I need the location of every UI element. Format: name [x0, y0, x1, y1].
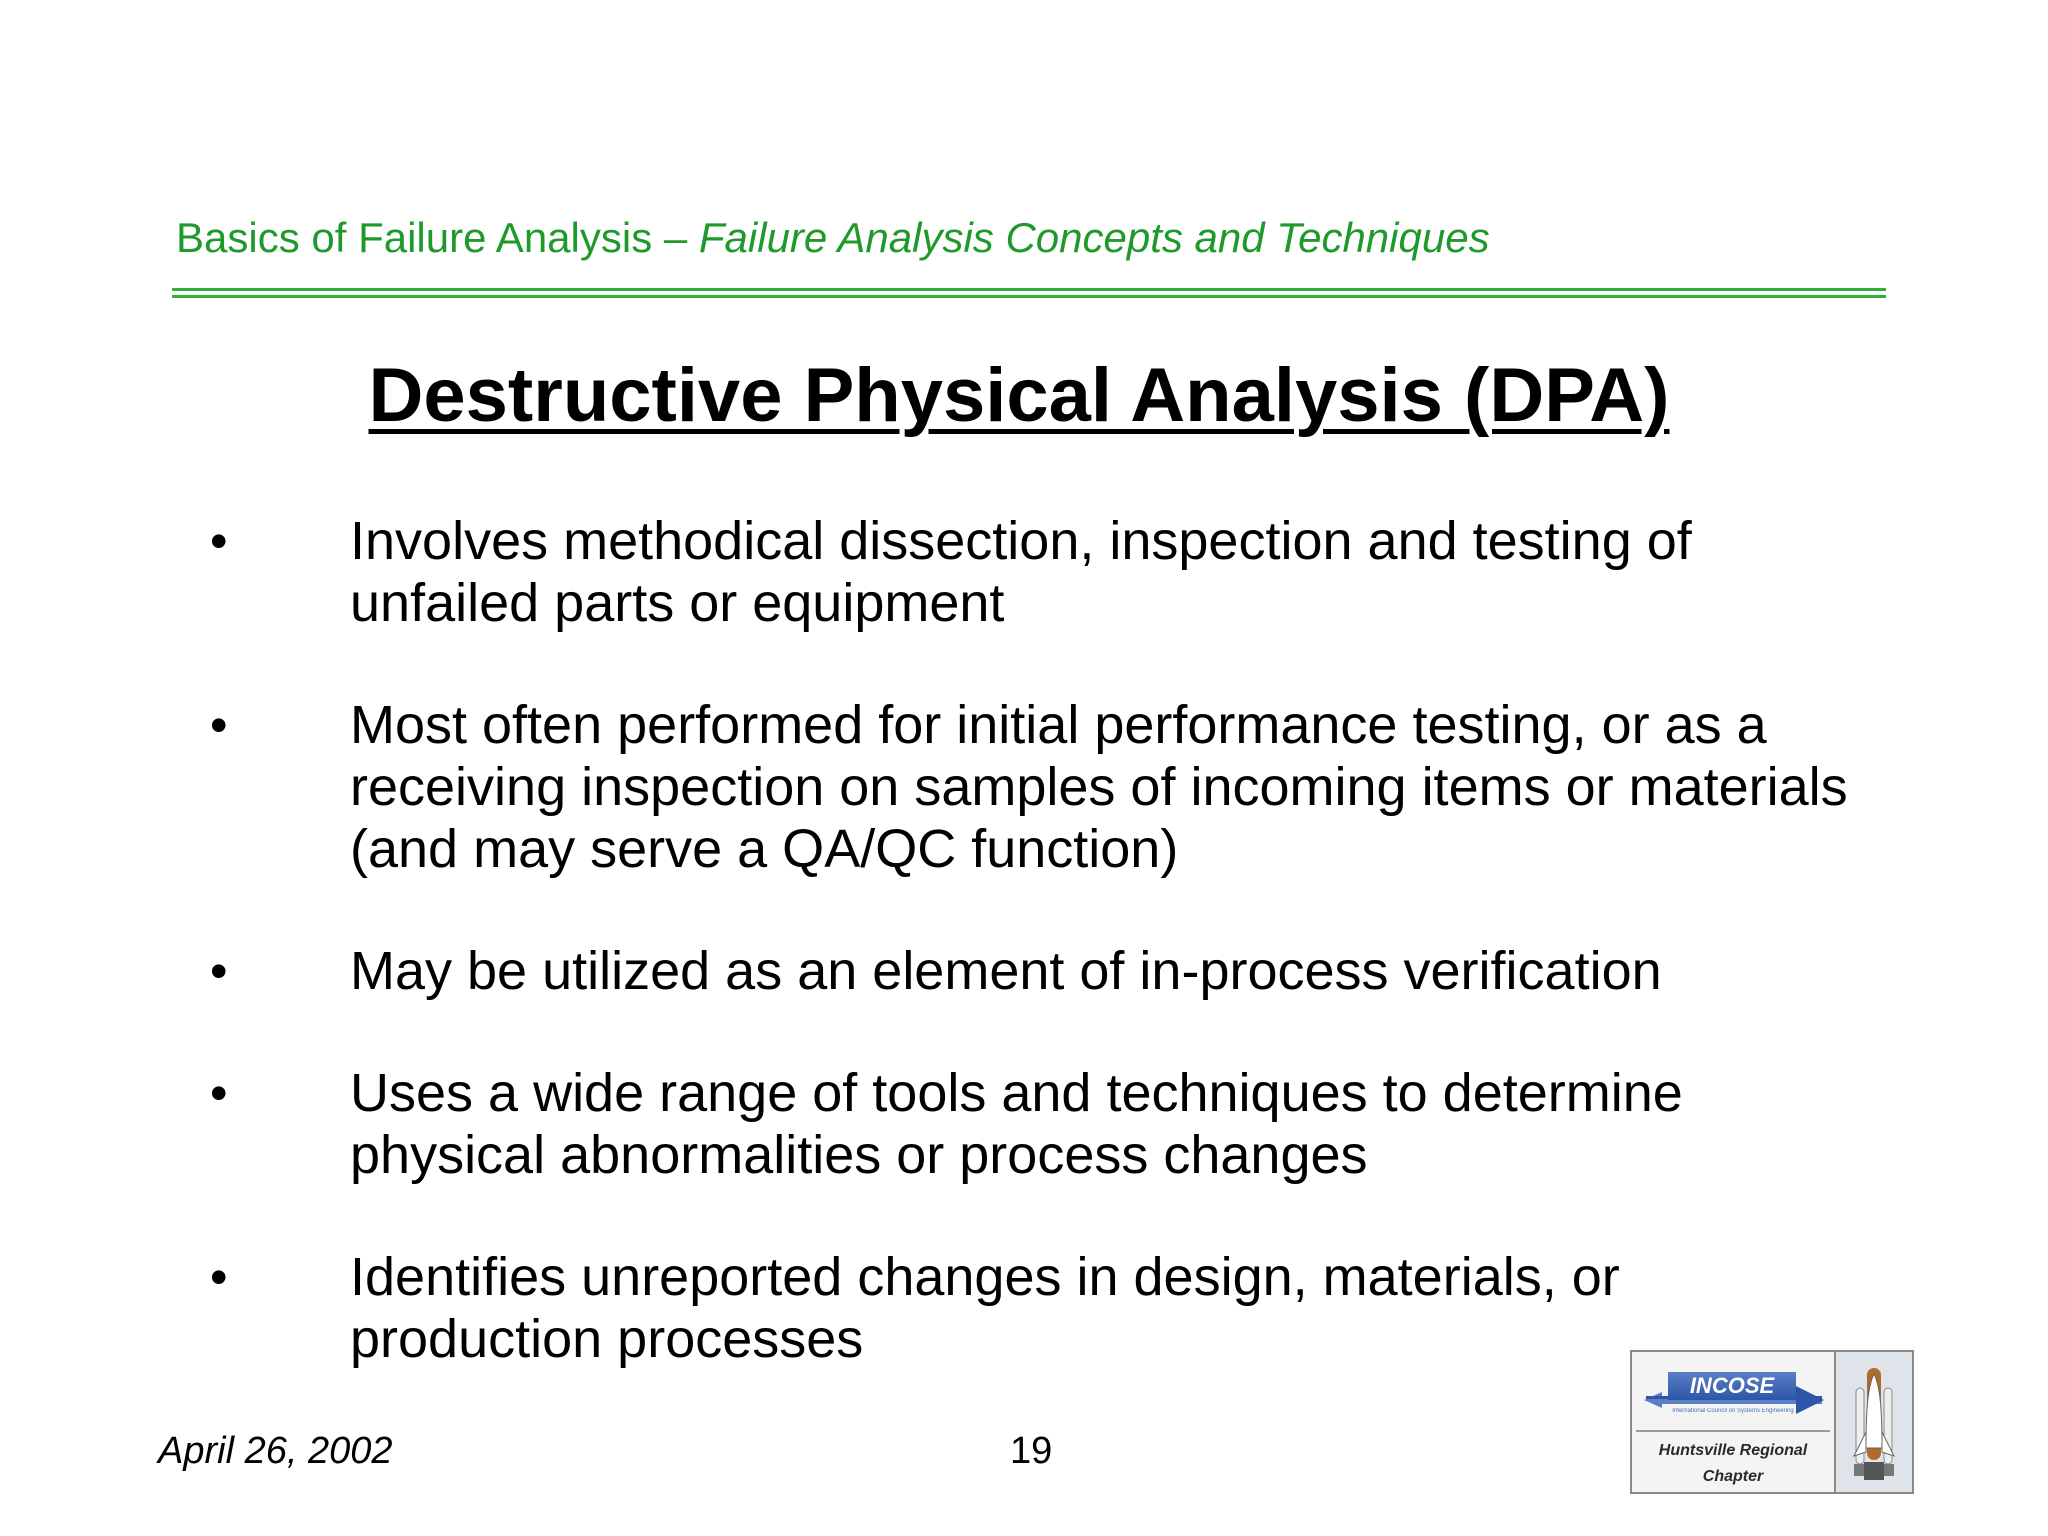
bullet-text: May be utilized as an element of in-process verification	[350, 941, 1662, 1001]
bullet-dot: •	[210, 1065, 228, 1121]
bullet-dot: •	[210, 943, 228, 999]
slide-title: Destructive Physical Analysis (DPA)	[368, 353, 1670, 438]
header-subtitle: Failure Analysis Concepts and Techniques	[698, 214, 1490, 261]
logo-wordmark: INCOSE	[1668, 1372, 1796, 1400]
bullet-text: Uses a wide range of tools and techniques to determine physical abnormalities or process changes	[350, 1063, 1683, 1185]
chapter-line-1: Huntsville Regional	[1658, 1442, 1808, 1459]
logo-tagline: International Council on Systems Engineering	[1672, 1408, 1794, 1414]
header-rule-top	[172, 288, 1886, 291]
bullet-text: Involves methodical dissection, inspection and testing of unfailed parts or equipment	[350, 511, 1692, 633]
header-title: Basics of Failure Analysis –	[176, 214, 699, 261]
header-rule-bottom	[172, 295, 1886, 298]
logo-divider	[1636, 1430, 1830, 1432]
bullet-text: Most often performed for initial performance testing, or as a receiving inspection on samples of incoming items or materials (and may serve a QA/QC function)	[350, 695, 1848, 879]
bullet-dot: •	[210, 1249, 228, 1305]
slide-header	[176, 214, 1490, 262]
bullet-text: Identifies unreported changes in design, materials, or production processes	[350, 1247, 1620, 1369]
page-number: 19	[1010, 1430, 1053, 1472]
chapter-line-2: Chapter	[1702, 1468, 1764, 1485]
space-shuttle-icon	[1836, 1352, 1912, 1492]
logo-chapter	[1632, 1438, 1834, 1490]
bullet-dot: •	[210, 697, 228, 753]
footer-date: April 26, 2002	[158, 1430, 393, 1472]
bullet-dot: •	[210, 513, 228, 569]
logo-text-panel	[1632, 1352, 1836, 1492]
incose-logo	[1630, 1350, 1914, 1494]
